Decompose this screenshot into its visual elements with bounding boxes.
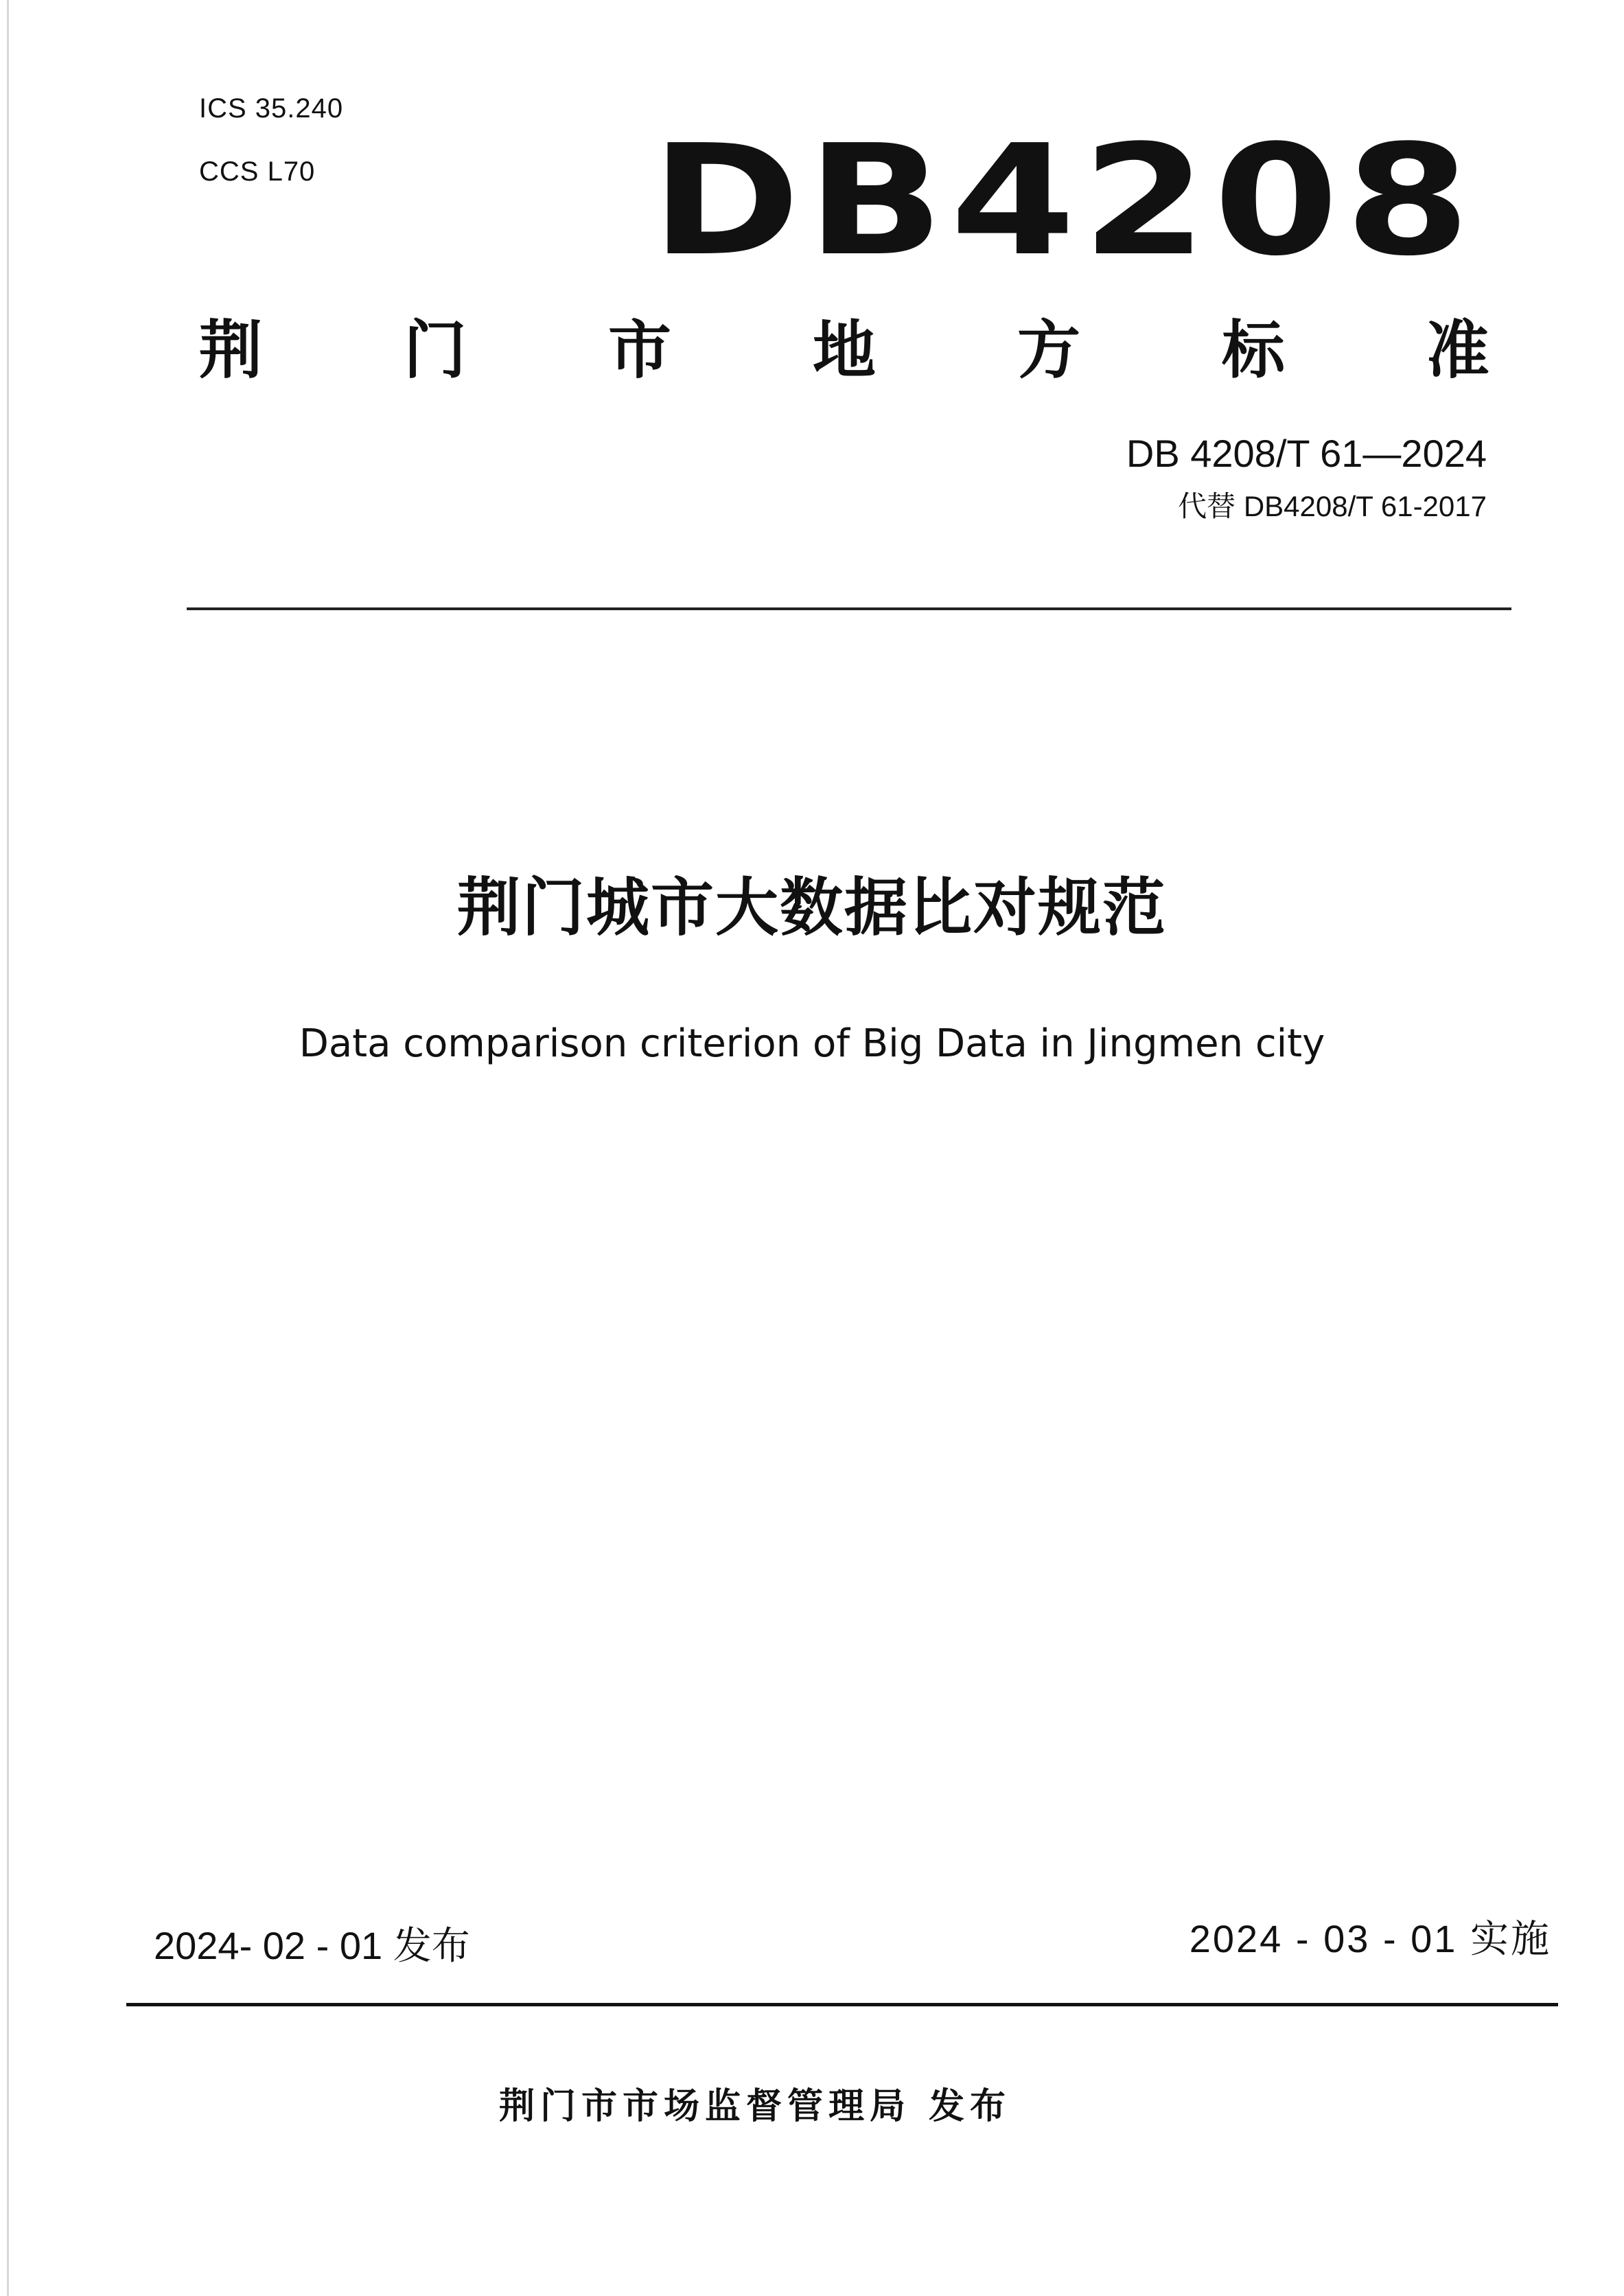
standard-type-char: 门 [403, 314, 467, 387]
issue-date: 2024- 02 - 01 发布 [154, 1924, 470, 1967]
publisher: 荆门市市场监督管理局 发布 [498, 2086, 1012, 2127]
db-code-logo: DB4208 [651, 113, 1476, 290]
document-title-zh: 荆门城市大数据比对规范 [456, 871, 1167, 944]
standard-type-heading [199, 313, 1489, 389]
replaces-standard: 代替 DB4208/T 61-2017 [1178, 490, 1487, 522]
standard-number: DB 4208/T 61—2024 [1126, 432, 1487, 475]
standard-type-char: 地 [812, 314, 876, 387]
standard-type-char: 方 [1017, 314, 1080, 387]
page-edge [7, 0, 9, 2296]
standard-type-char: 市 [607, 314, 671, 387]
document-title-en: Data comparison criterion of Big Data in Jingmen city [299, 1021, 1325, 1066]
standard-type-char: 标 [1221, 314, 1285, 387]
effective-date: 2024 - 03 - 01 实施 [1189, 1917, 1551, 1960]
standard-type-char: 荆 [199, 314, 263, 387]
top-divider [187, 607, 1511, 610]
bottom-divider [126, 2003, 1558, 2006]
standard-type-char: 准 [1426, 314, 1489, 387]
ics-code: ICS 35.240 [199, 93, 344, 124]
ccs-code: CCS L70 [199, 156, 316, 187]
